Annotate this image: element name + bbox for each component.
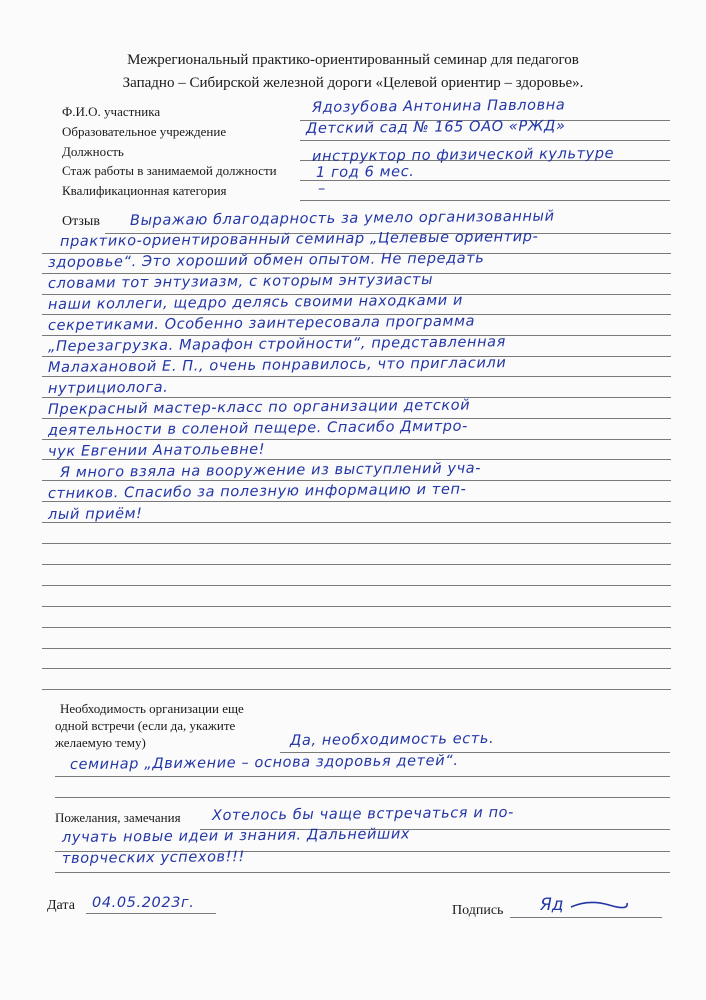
org-value: Детский сад № 165 ОАО «РЖД»	[305, 118, 566, 137]
date-label: Дата	[47, 898, 75, 913]
wishes-text-line: Хотелось бы чаще встречаться и по-	[211, 804, 515, 824]
review-text-line: стников. Спасибо за полезную информацию и теп-	[47, 481, 467, 502]
review-text-line: наши коллеги, щедро делясь своими находками и	[47, 292, 464, 313]
position-label: Должность	[62, 144, 124, 159]
ruled-line	[42, 689, 671, 690]
ruled-line	[42, 627, 671, 628]
signature	[540, 895, 629, 915]
review-text-line: практико-ориентированный семинар „Целевые ориентир-	[59, 228, 539, 250]
review-text-line: словами тот энтузиазм, с которым энтузиасты	[47, 271, 434, 292]
signature-line	[510, 917, 662, 918]
review-text-line: Я много взяла на вооружение из выступлений уча-	[59, 460, 482, 481]
date-value: 04.05.2023г.	[92, 895, 195, 911]
ruled-line	[42, 648, 671, 649]
review-text-line: чук Евгении Анатольевне!	[47, 441, 266, 460]
ruled-line	[42, 668, 671, 669]
signature-label: Подпись	[452, 903, 504, 918]
meeting-value-line-2: семинар „Движение – основа здоровья детей“.	[69, 752, 459, 773]
meeting-label-line-3: желаемую тему)	[55, 735, 146, 750]
ruled-line	[42, 606, 671, 607]
meeting-line	[55, 776, 670, 777]
org-line	[300, 140, 670, 141]
review-text-line: секретиками. Особенно заинтересовала программа	[47, 313, 476, 334]
category-label: Квалификационная категория	[62, 183, 227, 198]
category-line	[300, 200, 670, 201]
meeting-label-line-1: Необходимость организации еще	[60, 701, 244, 716]
experience-label: Стаж работы в занимаемой должности	[62, 163, 277, 178]
ruled-line	[42, 585, 671, 586]
meeting-label-line-2: одной встречи (если да, укажите	[55, 718, 236, 733]
fio-label: Ф.И.О. участника	[62, 104, 161, 119]
ruled-line	[42, 459, 671, 460]
review-text-line: деятельности в соленой пещере. Спасибо Дмитро-	[47, 418, 468, 439]
ruled-line	[42, 501, 671, 502]
experience-value: 1 год 6 мес.	[315, 163, 415, 181]
date-line	[86, 913, 216, 914]
meeting-value-line-1: Да, необходимость есть.	[289, 730, 495, 749]
ruled-line	[42, 522, 671, 523]
ruled-line	[42, 543, 671, 544]
signature-text: Яд	[540, 895, 564, 915]
review-text-line: здоровье“. Это хороший обмен опытом. Не передать	[47, 250, 485, 271]
signature-stroke	[569, 895, 629, 915]
ruled-line	[42, 564, 671, 565]
form-title-line-2: Западно – Сибирской железной дороги «Целевой ориентир – здоровье».	[122, 75, 584, 91]
position-value: инструктор по физической культуре	[311, 145, 615, 165]
fio-value: Ядозубова Антонина Павловна	[311, 97, 566, 116]
meeting-line	[280, 752, 670, 753]
meeting-line	[55, 797, 670, 798]
category-value: –	[318, 181, 326, 197]
review-text-line: лый приём!	[47, 506, 143, 523]
wishes-label: Пожелания, замечания	[55, 810, 181, 825]
ruled-line	[42, 376, 671, 377]
wishes-line	[55, 872, 670, 873]
org-label: Образовательное учреждение	[62, 124, 227, 139]
form-title-line-1: Межрегиональный практико-ориентированный семинар для педагогов	[127, 52, 579, 68]
review-text-line: нутрициолога.	[47, 379, 169, 397]
review-label: Отзыв	[62, 214, 100, 229]
review-text-line: Малахановой Е. П., очень понравилось, что пригласили	[47, 355, 507, 376]
review-text-line: Прекрасный мастер-класс по организации детской	[47, 397, 471, 418]
wishes-text-line: лучать новые идеи и знания. Дальнейших	[61, 826, 411, 846]
review-text-line: Выражаю благодарность за умело организованный	[129, 208, 555, 229]
review-text-line: „Перезагрузка. Марафон стройности“, представленная	[47, 334, 507, 355]
ruled-line	[42, 439, 671, 440]
wishes-text-line: творческих успехов!!!	[61, 849, 245, 867]
